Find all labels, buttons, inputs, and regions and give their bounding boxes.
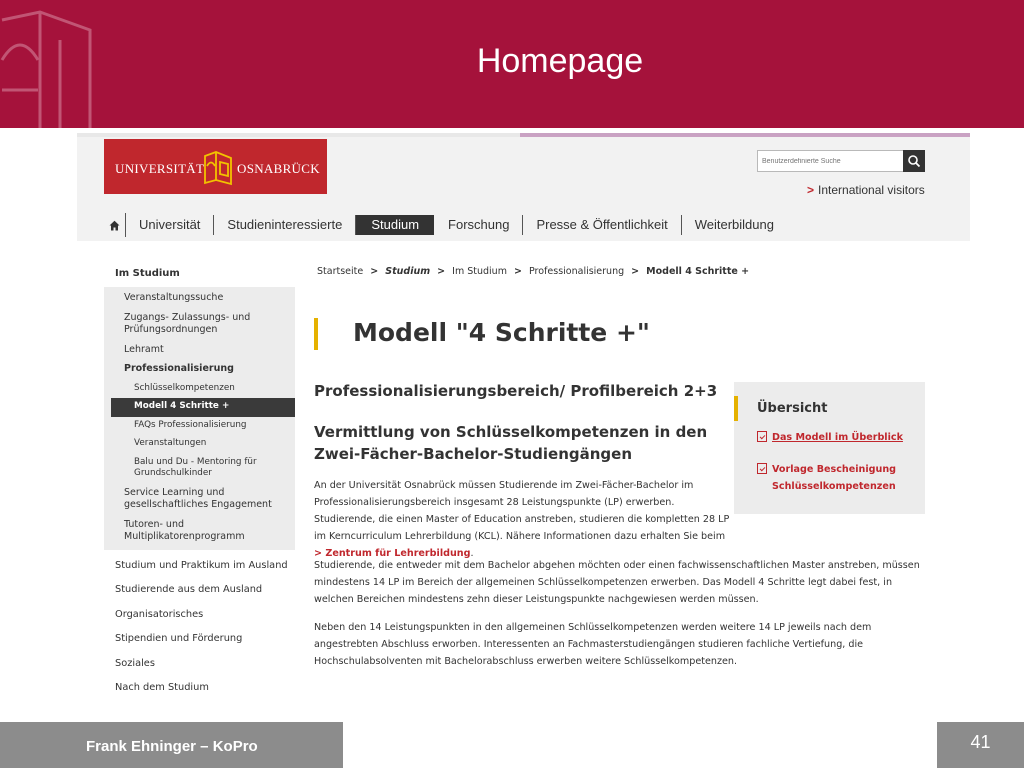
home-icon <box>109 220 120 231</box>
sidebar-navigation <box>104 263 295 693</box>
sidebar-item-professionalisierung[interactable]: Professionalisierung <box>124 363 234 374</box>
overview-link-modell[interactable]: Das Modell im Überblick <box>757 429 903 446</box>
sidebar-subnav <box>104 287 295 550</box>
breadcrumb-separator: > <box>631 266 640 277</box>
search-input[interactable] <box>758 151 904 171</box>
logo-word-left: UNIVERSITÄT <box>115 161 205 176</box>
logo-word-right: OSNABRÜCK <box>237 161 320 176</box>
site-header <box>77 137 970 241</box>
sidebar-subitem-modell-active[interactable]: Modell 4 Schritte + <box>111 398 295 417</box>
overview-link-vorlage[interactable]: Vorlage Bescheinigung Schlüsselkompetenzen <box>757 461 917 495</box>
zentrum-lehrerbildung-link[interactable]: > Zentrum für Lehrerbildung <box>314 548 471 559</box>
site-search <box>757 150 925 172</box>
sidebar-heading[interactable]: Im Studium <box>115 268 180 279</box>
section-heading: Professionalisierungsbereich/ Profilbereich 2+3 <box>314 382 718 400</box>
search-button[interactable] <box>903 150 925 172</box>
sidebar-subitem-faqs[interactable]: FAQs Professionalisierung <box>134 419 247 430</box>
university-seal-icon <box>202 148 234 186</box>
sidebar-item-ordnungen[interactable]: Zugangs- Zulassungs- und Prüfungsordnungen <box>124 311 251 335</box>
breadcrumb-current: Modell 4 Schritte + <box>646 266 750 277</box>
nav-studieninteressierte[interactable]: Studieninteressierte <box>214 215 356 235</box>
sidebar-item-tutoren[interactable]: Tutoren- und Multiplikatorenprogramm <box>124 518 245 542</box>
chevron-right-icon: > <box>807 183 815 197</box>
overview-box <box>734 382 925 514</box>
page-number: 41 <box>970 732 991 752</box>
nav-weiterbildung[interactable]: Weiterbildung <box>694 217 774 232</box>
overview-title: Übersicht <box>757 401 828 416</box>
breadcrumb-separator: > <box>513 266 522 277</box>
university-logo[interactable] <box>104 139 327 194</box>
breadcrumb-item[interactable]: Professionalisierung <box>528 266 625 277</box>
slide-header <box>0 0 1024 128</box>
nav-presse[interactable]: Presse & Öffentlichkeit <box>523 215 681 235</box>
nav-home[interactable] <box>104 213 126 237</box>
sidebar-subitem-balu[interactable]: Balu und Du - Mentoring für Grundschulkinder <box>134 456 257 478</box>
slide-title: Homepage <box>476 42 644 80</box>
nav-studium[interactable]: Studium <box>356 215 434 235</box>
sidebar-item-service-learning[interactable]: Service Learning und gesellschaftliches Engagement <box>124 486 272 510</box>
page-title: Modell "4 Schritte +" <box>353 318 650 347</box>
breadcrumb-item[interactable]: Studium <box>385 266 431 277</box>
sidebar-item-soziales[interactable]: Soziales <box>115 657 155 669</box>
sidebar-item-studierende-ausland[interactable]: Studierende aus dem Ausland <box>115 584 263 595</box>
paragraph-intro: An der Universität Osnabrück müssen Studierende im Zwei-Fächer-Bachelor im Professionalisierungsbereich insgesamt 28 Leistungspunkte (LP) erwerben. Studierende, die einen Master of Education anstreben, studieren die kompletten 28 LP im Kerncurriculum Lehrerbildung (KCL). Nähere Informationen dazu erhalten Sie beim > Zentrum für Lehrerbildung. <box>314 480 730 559</box>
breadcrumb-separator: > <box>370 266 379 277</box>
nav-forschung[interactable]: Forschung <box>435 215 523 235</box>
sidebar-item-veranstaltungssuche[interactable]: Veranstaltungssuche <box>124 292 224 303</box>
slide-page-box <box>937 722 1024 768</box>
sidebar-item-organisatorisches[interactable]: Organisatorisches <box>115 608 204 620</box>
sidebar-subitem-schluesselkompetenzen[interactable]: Schlüsselkompetenzen <box>134 382 235 393</box>
sidebar-item-stipendien[interactable]: Stipendien und Förderung <box>115 633 243 644</box>
search-icon <box>903 150 925 172</box>
overview-accent-bar <box>734 396 738 421</box>
breadcrumb-separator: > <box>437 266 446 277</box>
footer-author: Frank Ehninger – KoPro <box>86 738 258 755</box>
slide-footer <box>0 722 343 768</box>
sidebar-item-lehramt[interactable]: Lehramt <box>124 343 164 355</box>
paragraph-leistungspunkte: Neben den 14 Leistungspunkten in den allgemeinen Schlüsselkompetenzen werden weitere 14 LP jeweils nach dem angestrebten Abschluss erworben. Interessenten an Fachmasterstudiengängen studieren fachliche Vertiefung, die Hochschulabsolventen mit Bachelorabschluss erwerben weitere Schlüsselkompetenzen. <box>314 622 872 667</box>
website-screenshot <box>77 133 970 693</box>
section-subheading: Vermittlung von Schlüsselkompetenzen in den Zwei-Fächer-Bachelor-Studiengängen <box>314 423 708 463</box>
title-accent-bar <box>314 318 318 350</box>
international-visitors-link[interactable]: > International visitors <box>807 183 925 197</box>
breadcrumb-item[interactable]: Im Studium <box>452 266 507 277</box>
paragraph-bachelor: Studierende, die entweder mit dem Bachelor abgehen möchten oder einen fachwissenschaftlichen Master anstreben, müssen mindestens 14 LP im Bereich der allgemeinen Schlüsselkompetenzen erwerben. Das Modell 4 Schritte legt dabei fest, in welchen Bereichen mindestens zehn dieser Leistungspunkte nachgewiesen werden müssen. <box>314 560 920 605</box>
document-icon <box>757 463 767 474</box>
nav-universitaet[interactable]: Universität <box>126 215 214 235</box>
breadcrumb <box>317 266 749 277</box>
sidebar-item-ausland[interactable]: Studium und Praktikum im Ausland <box>115 559 288 571</box>
sidebar-subitem-veranstaltungen[interactable]: Veranstaltungen <box>134 438 207 448</box>
sidebar-item-nach-studium[interactable]: Nach dem Studium <box>115 682 209 693</box>
breadcrumb-item[interactable]: Startseite <box>317 266 364 277</box>
main-navigation <box>104 213 787 237</box>
document-icon <box>757 431 767 442</box>
